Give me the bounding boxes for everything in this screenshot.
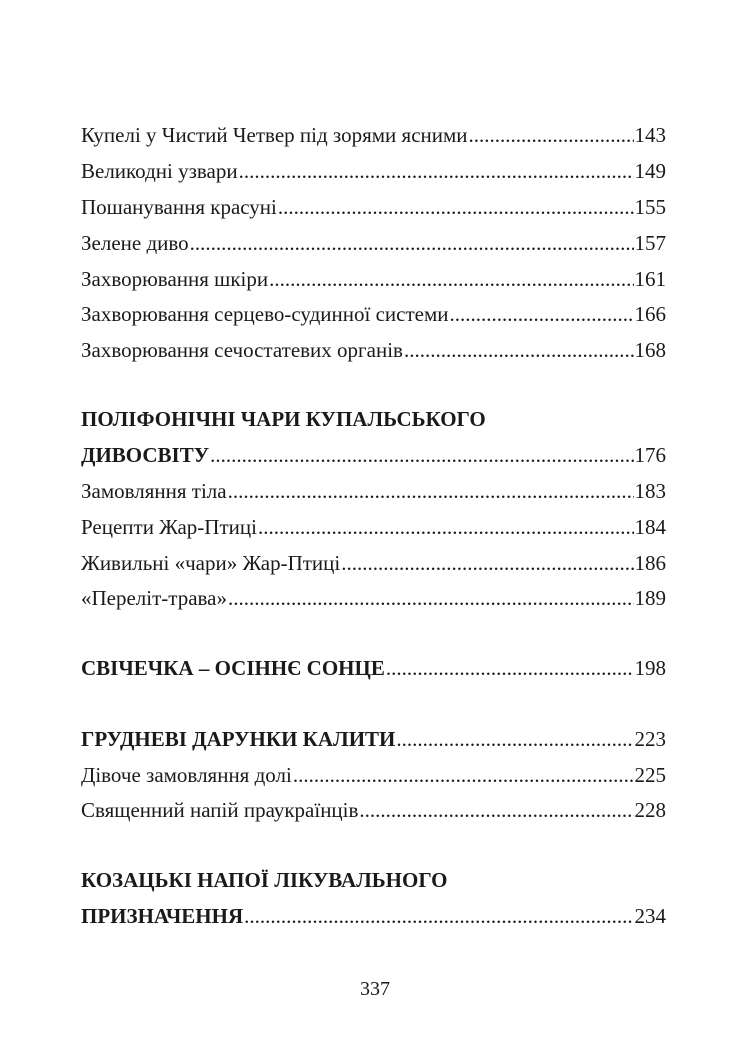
- toc-entry: [81, 549, 666, 577]
- toc-entry-page: 186: [634, 551, 666, 575]
- toc-entry: [81, 265, 666, 293]
- toc-entry-page: 155: [634, 195, 666, 219]
- toc-entry: [81, 584, 666, 612]
- section-heading-entry: [81, 654, 666, 682]
- dot-leader: [210, 441, 633, 469]
- dot-leader: [449, 300, 633, 328]
- toc-entry: [81, 157, 666, 185]
- toc-entry-title: Пошанування красуні: [81, 195, 277, 219]
- section-heading-page: 176: [634, 443, 666, 467]
- toc-entry-page: 183: [634, 479, 666, 503]
- toc-entry-title: Живильні «чари» Жар-Птиці: [81, 551, 341, 575]
- toc-entry: [81, 477, 666, 505]
- dot-leader: [469, 121, 634, 149]
- toc-entry-title: «Переліт-трава»: [81, 586, 228, 610]
- toc-entry-title: Захворювання сечостатевих органів: [81, 338, 403, 362]
- dot-leader: [386, 654, 634, 682]
- dot-leader: [293, 761, 634, 789]
- section-heading-entry: [81, 441, 666, 469]
- toc-entry-title: Священний напій праукраїнців: [81, 798, 359, 822]
- toc-entry-page: 168: [634, 338, 666, 362]
- dot-leader: [341, 549, 633, 577]
- section-heading-title: ПРИЗНАЧЕННЯ: [81, 904, 244, 928]
- section-heading-title: ДИВОСВІТУ: [81, 443, 210, 467]
- toc-entry-page: 184: [634, 515, 666, 539]
- toc-entry-page: 157: [634, 231, 666, 255]
- dot-leader: [359, 796, 633, 824]
- toc-entry: [81, 513, 666, 541]
- toc-entry: [81, 761, 666, 789]
- section-heading-page: 223: [634, 727, 666, 751]
- toc-entry-title: Замовляння тіла: [81, 479, 227, 503]
- toc-entry: [81, 121, 666, 149]
- toc-entry-page: 166: [634, 302, 666, 326]
- section-heading-entry: [81, 725, 666, 753]
- toc-entry: [81, 300, 666, 328]
- toc-entry-page: 161: [634, 267, 666, 291]
- table-of-contents: [81, 0, 666, 1060]
- section-heading-title: ГРУДНЕВІ ДАРУНКИ КАЛИТИ: [81, 727, 396, 751]
- toc-entry-page: 228: [634, 798, 666, 822]
- toc-entry: [81, 193, 666, 221]
- page-number: 337: [360, 978, 390, 1000]
- toc-entry-title: Купелі у Чистий Четвер під зорями ясними: [81, 123, 468, 147]
- section-heading-title: СВІЧЕЧКА – ОСІННЄ СОНЦЕ: [81, 656, 385, 680]
- toc-entry-title: Великодні узвари: [81, 159, 238, 183]
- section-heading-page: 198: [634, 656, 666, 680]
- toc-entry-page: 225: [634, 763, 666, 787]
- toc-entry-title: Захворювання серцево-судинної системи: [81, 302, 449, 326]
- toc-entry-title: Рецепти Жар-Птиці: [81, 515, 257, 539]
- toc-entry-title: Зелене диво: [81, 231, 189, 255]
- toc-entry: [81, 336, 666, 364]
- dot-leader: [228, 584, 633, 612]
- dot-leader: [404, 336, 634, 364]
- toc-entry: [81, 796, 666, 824]
- section-heading-line1: ПОЛІФОНІЧНІ ЧАРИ КУПАЛЬСЬКОГО: [81, 407, 486, 431]
- dot-leader: [244, 902, 633, 930]
- section-heading-entry: [81, 902, 666, 930]
- toc-entry-page: 149: [634, 159, 666, 183]
- dot-leader: [258, 513, 634, 541]
- dot-leader: [239, 157, 634, 185]
- toc-entry-title: Дівоче замовляння долі: [81, 763, 292, 787]
- toc-entry: [81, 229, 666, 257]
- section-heading-page: 234: [634, 904, 666, 928]
- section-heading-line1: КОЗАЦЬКІ НАПОЇ ЛІКУВАЛЬНОГО: [81, 868, 448, 892]
- dot-leader: [396, 725, 633, 753]
- toc-entry-title: Захворювання шкіри: [81, 267, 269, 291]
- dot-leader: [228, 477, 634, 505]
- dot-leader: [269, 265, 633, 293]
- toc-entry-page: 143: [634, 123, 666, 147]
- dot-leader: [190, 229, 634, 257]
- dot-leader: [278, 193, 634, 221]
- toc-entry-page: 189: [634, 586, 666, 610]
